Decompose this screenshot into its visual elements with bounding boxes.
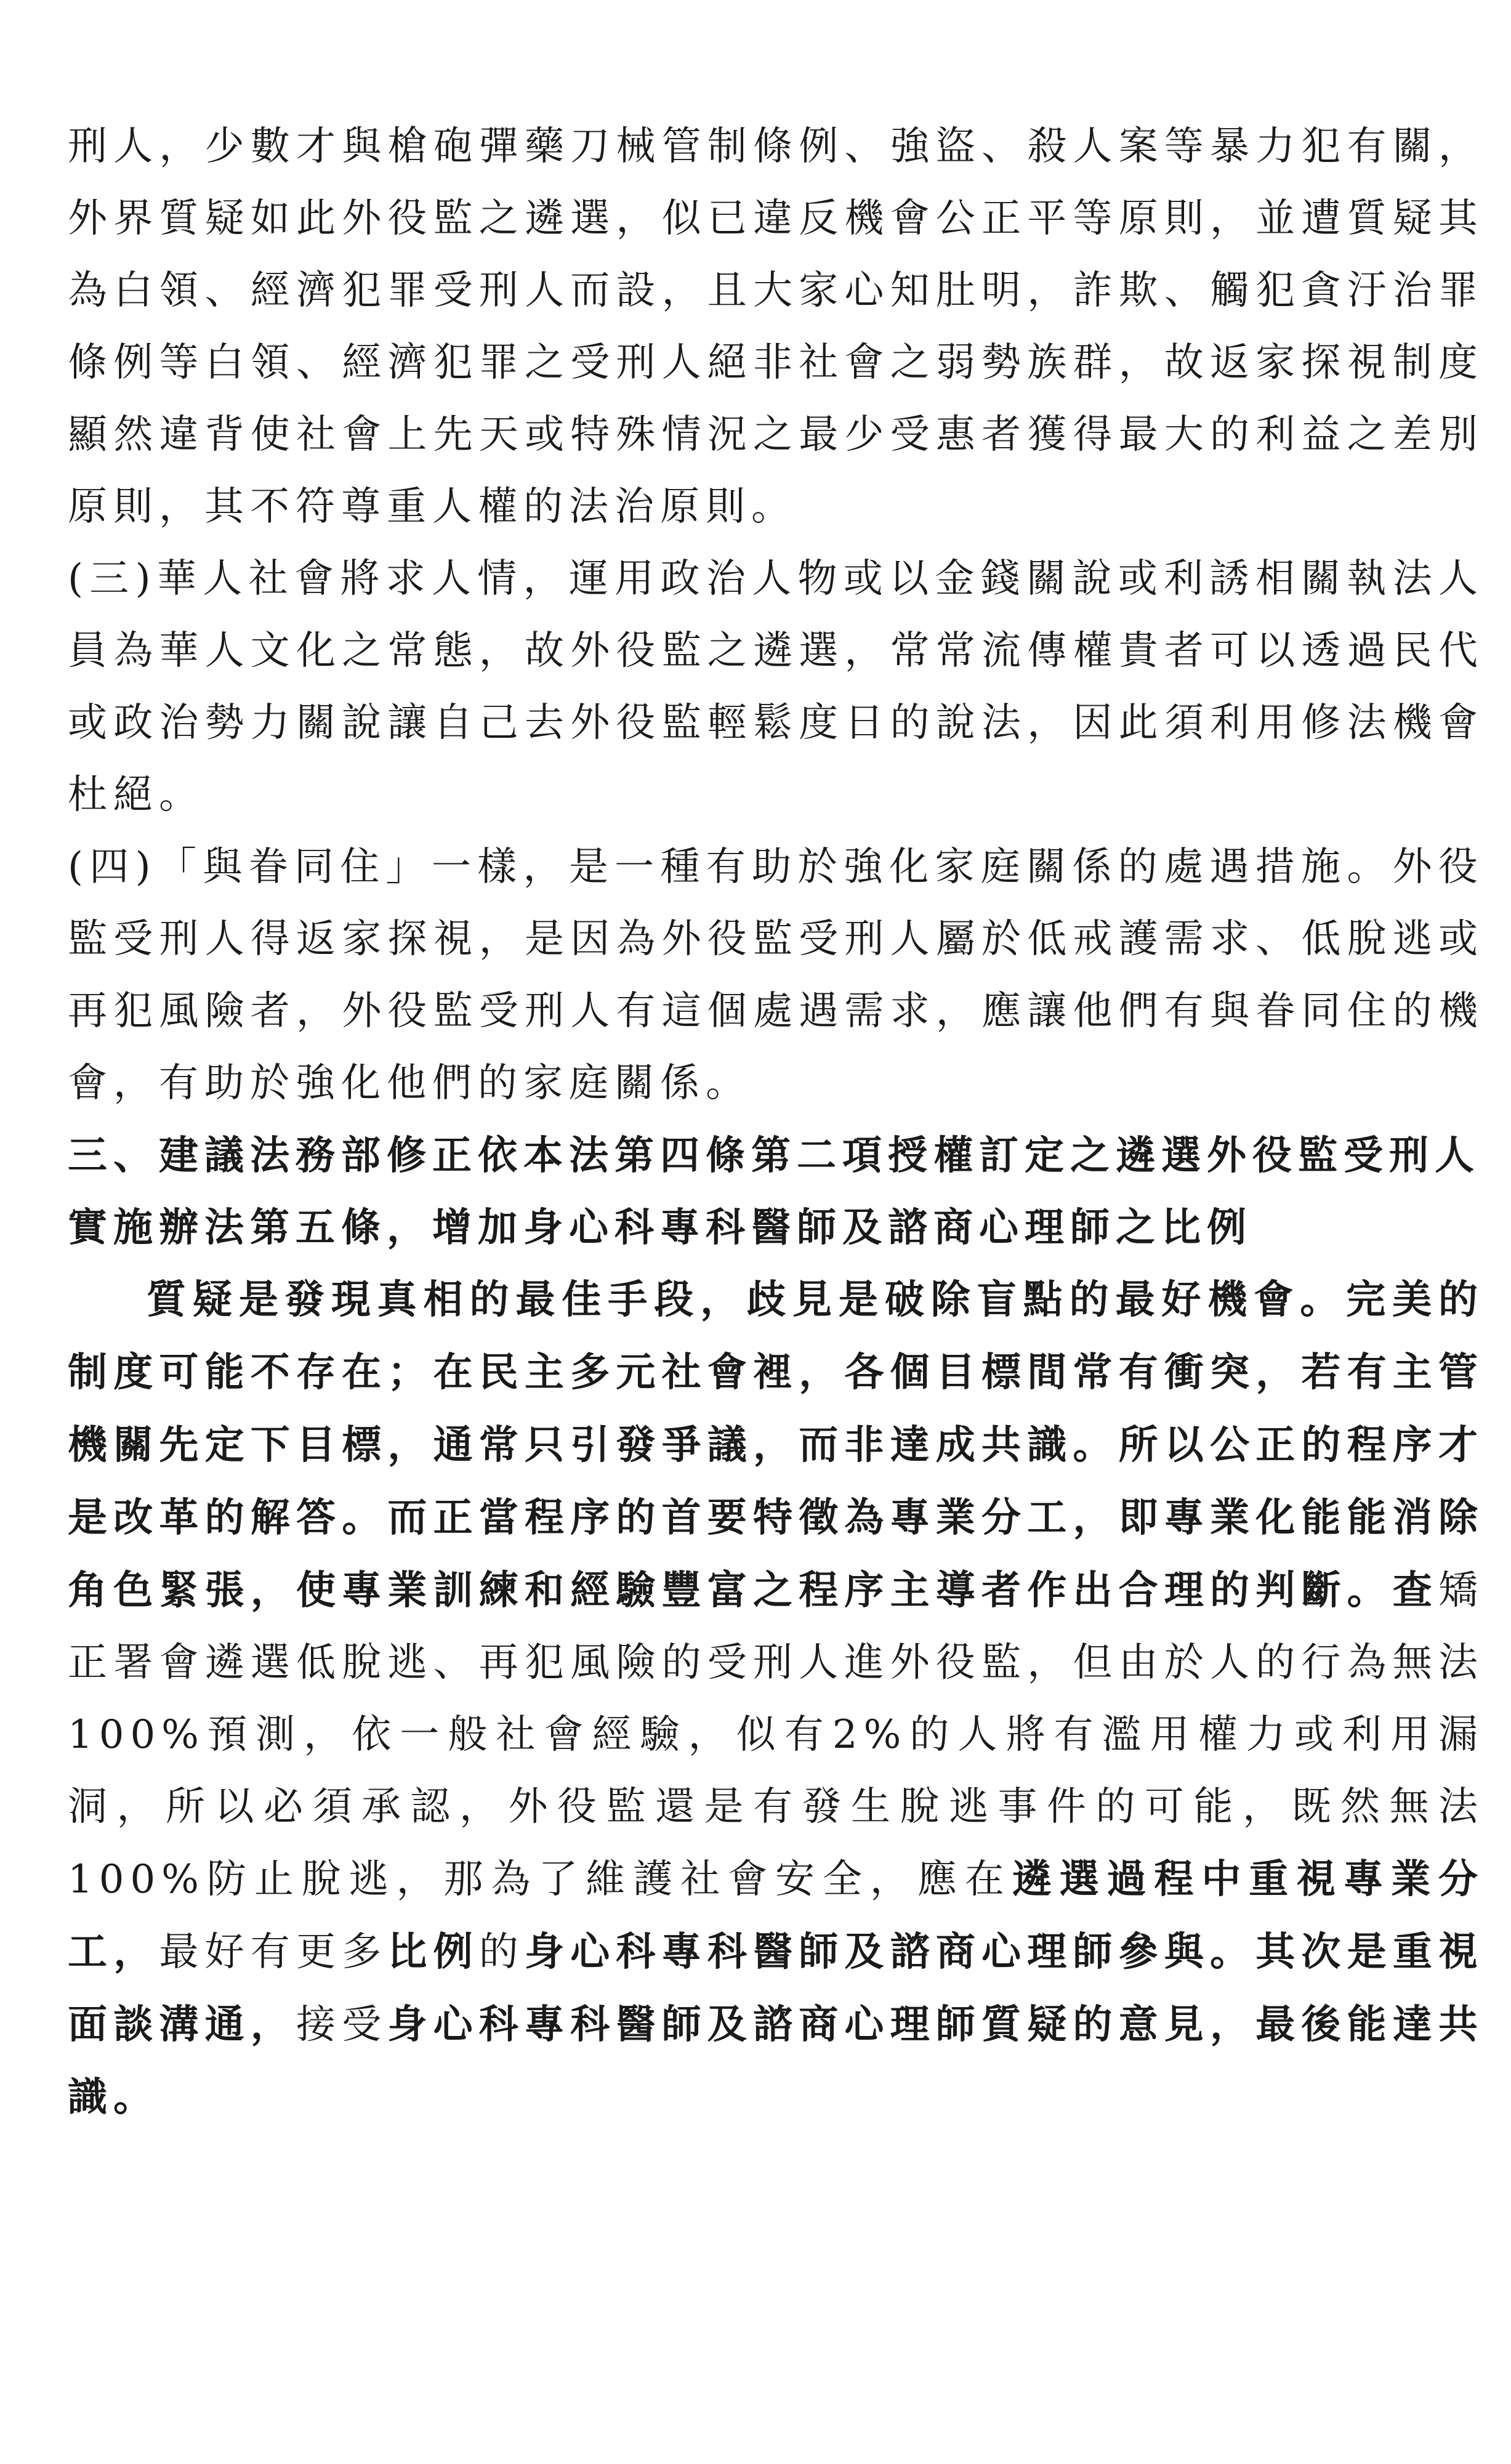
item-four-paragraph: [68, 831, 1484, 1120]
item-four-text: (四)「與眷同住」一樣，是一種有助於強化家庭關係的處遇措施。外役監受刑人得返家探視，是因為外役監受刑人屬於低戒護需求、低脫逃或再犯風險者，外役監受刑人有這個處遇需求，應讓他們有與眷同住的機會，有助於強化他們的家庭關係。: [68, 844, 1484, 1106]
section-three-heading: 三、建議法務部修正依本法第四條第二項授權訂定之遴選外役監受刑人實施辦法第五條，增加身心科專科醫師及諮商心理師之比例: [68, 1133, 1480, 1251]
body-normal-segment-3: 的: [478, 1929, 525, 1975]
body-bold-segment-5: 身心科專科醫師及諮商心理師質疑的意見，最後能達共識。: [68, 2001, 1485, 2120]
body-normal-segment-1: 矯正署會遴選低脫逃、再犯風險的受刑人進外役監，但由於人的行為無法100%預測，依一般社會經驗，似有2%的人將有濫用權力或利用漏洞，所以必須承認，外役監還是有發生脫逃事件的可能，既然無法100%防止脫逃，那為了維護社會安全，應在: [68, 1568, 1484, 1902]
body-normal-segment-4: 接受: [296, 2002, 388, 2048]
body-bold-segment-1: 質疑是發現真相的最佳手段，歧見是破除盲點的最好機會。完美的制度可能不存在；在民主多元社會裡，各個目標間常有衝突，若有主管機關先定下目標，通常只引發爭議，而非達成共識。所以公正的程序才是改革的解答。而正當程序的首要特徵為專業分工，即專業化能能消除角色緊張，使專業訓練和經驗豐富之程序主導者作出合理的判斷。查: [68, 1277, 1484, 1614]
body-bold-segment-4: 身心科專科醫師及諮商心理師參與。其次是重視面談溝通，: [68, 1929, 1485, 2048]
body-bold-segment-2: 遴選過程中重視專業分工，: [68, 1856, 1484, 1975]
document-page: [68, 111, 1484, 2134]
item-three-text: (三)華人社會將求人情，運用政治人物或以金錢關說或利誘相關執法人員為華人文化之常態，故外役監之遴選，常常流傳權貴者可以透過民代或政治勢力關說讓自己去外役監輕鬆度日的說法，因此須利用修法機會杜絕。: [68, 556, 1484, 818]
body-normal-segment-2: 最好有更多: [159, 1929, 388, 1975]
body-bold-segment-3: 比例: [387, 1929, 479, 1975]
item-three-paragraph: [68, 543, 1484, 831]
section-three-body: [68, 1264, 1484, 2134]
continuation-text: 刑人，少數才與槍砲彈藥刀械管制條例、強盜、殺人案等暴力犯有關，外界質疑如此外役監之遴選，似已違反機會公正平等原則，並遭質疑其為白領、經濟犯罪受刑人而設，且大家心知肚明，詐欺、觸犯貪汙治罪條例等白領、經濟犯罪之受刑人絕非社會之弱勢族群，故返家探視制度顯然違背使社會上先天或特殊情況之最少受惠者獲得最大的利益之差別原則，其不符尊重人權的法治原則。: [68, 124, 1484, 530]
continuation-paragraph: [68, 111, 1484, 543]
